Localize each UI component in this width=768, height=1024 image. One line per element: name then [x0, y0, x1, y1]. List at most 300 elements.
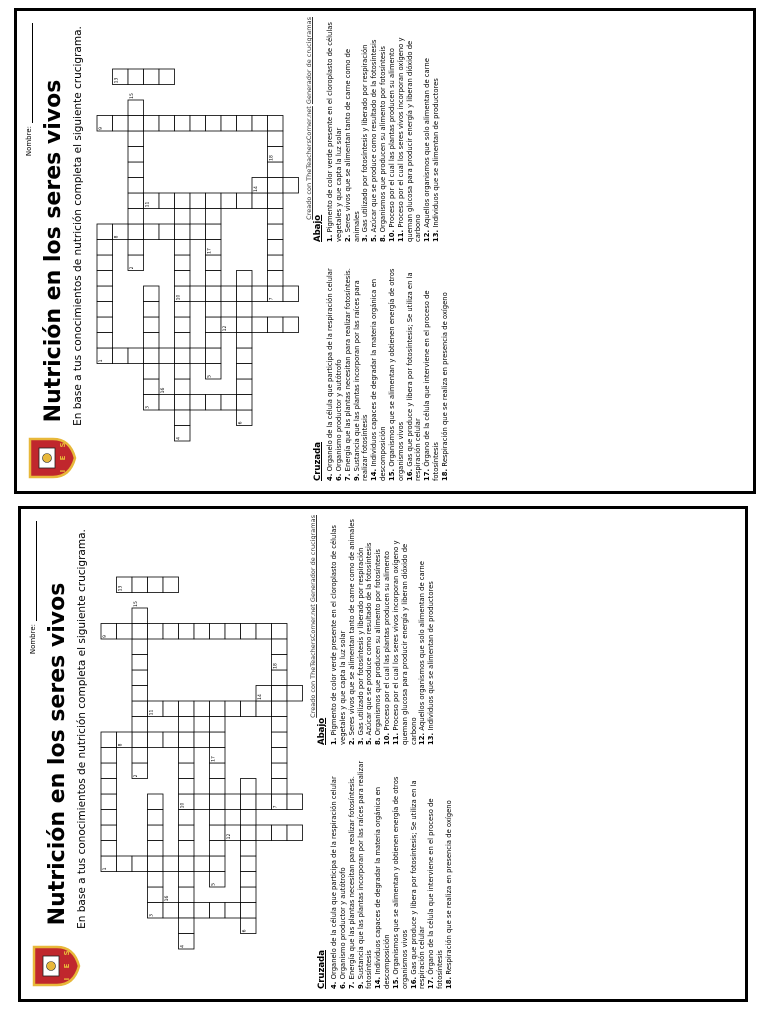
- grid-cell[interactable]: [237, 348, 253, 364]
- grid-cell[interactable]: [252, 116, 268, 132]
- grid-cell[interactable]: [97, 271, 113, 287]
- grid-cell[interactable]: [225, 903, 241, 919]
- grid-cell[interactable]: [175, 240, 191, 256]
- grid-cell[interactable]: [287, 825, 303, 841]
- grid-clue-number: 3: [145, 405, 151, 409]
- grid-clue-number: 18: [269, 155, 275, 161]
- grid-cell[interactable]: [144, 379, 160, 395]
- grid-clue-number: 9: [99, 126, 104, 130]
- grid-cell[interactable]: [283, 317, 299, 333]
- grid-cell[interactable]: [128, 131, 144, 147]
- grid-cell[interactable]: [190, 348, 206, 364]
- grid-cell[interactable]: [179, 841, 195, 857]
- grid-cell[interactable]: [272, 624, 288, 640]
- clue-item: 1. Pigmento de color verde presente en el cloroplasto de células vegetales y que capta la luz solar: [326, 22, 343, 242]
- grid-cell[interactable]: [128, 116, 144, 132]
- across-clues: [317, 759, 454, 989]
- grid-cell[interactable]: [206, 271, 222, 287]
- grid-cell[interactable]: [163, 701, 179, 717]
- crossword-grid: [93, 45, 301, 445]
- grid-cell[interactable]: [241, 701, 257, 717]
- clue-item: 3. Gas utilizado por fotosíntesis y liberado por respiración: [356, 547, 365, 745]
- credit-line: Creado con TheTeachersCorner.net Generador de crucigramas: [305, 17, 313, 220]
- grid-clue-number: 2: [130, 266, 135, 270]
- grid-cell[interactable]: [113, 348, 129, 364]
- grid-cell[interactable]: [148, 794, 164, 810]
- grid-cell[interactable]: [128, 162, 144, 178]
- grid-cell[interactable]: [132, 639, 148, 655]
- grid-cell[interactable]: [175, 379, 191, 395]
- grid-cell[interactable]: [163, 577, 179, 593]
- grid-cell[interactable]: [268, 162, 284, 178]
- grid-cell[interactable]: [144, 224, 160, 240]
- grid-cell[interactable]: [268, 193, 284, 209]
- grid-clue-number: 5: [211, 882, 217, 886]
- clue-item: 9. Sustancia que las plantas incorporan por las raíces para realizar fotosíntesis: [352, 280, 370, 481]
- grid-cell[interactable]: [101, 748, 117, 764]
- grid-cell[interactable]: [237, 333, 253, 349]
- clue-item: 4. Organelo de la célula que participa de la respiración celular: [330, 776, 339, 989]
- grid-cell[interactable]: [101, 825, 117, 841]
- grid-cell[interactable]: [132, 748, 148, 764]
- clue-item: 14. Individuos capaces de degradar la materia orgánica en descomposición: [374, 786, 392, 989]
- grid-cell[interactable]: [206, 224, 222, 240]
- grid-cell[interactable]: [179, 918, 195, 934]
- grid-cell[interactable]: [268, 240, 284, 256]
- grid-cell[interactable]: [241, 810, 257, 826]
- grid-cell[interactable]: [144, 286, 160, 302]
- grid-cell[interactable]: [210, 701, 226, 717]
- down-heading: Abajo: [313, 214, 323, 242]
- grid-cell[interactable]: [194, 794, 210, 810]
- grid-cell[interactable]: [206, 286, 222, 302]
- grid-clue-number: 12: [223, 325, 228, 332]
- svg-text:E: E: [59, 455, 67, 461]
- grid-cell[interactable]: [175, 193, 191, 209]
- clue-item: 10. Proceso por el cual las plantas producen su alimento: [387, 48, 396, 242]
- grid-cell[interactable]: [190, 193, 206, 209]
- grid-cell[interactable]: [256, 794, 272, 810]
- worksheet-page: [21, 509, 461, 999]
- grid-cell[interactable]: [144, 317, 160, 333]
- clue-item: 9. Sustancia que las plantas incorporan por las raíces para realizar fotosíntesis: [356, 760, 374, 989]
- grid-cell[interactable]: [113, 116, 129, 132]
- crossword-generator-link[interactable]: Generador de crucigramas: [305, 17, 313, 105]
- grid-cell[interactable]: [179, 825, 195, 841]
- grid-cell[interactable]: [179, 779, 195, 795]
- grid-clue-number: 6: [242, 929, 248, 933]
- grid-cell[interactable]: [101, 841, 117, 857]
- grid-cell[interactable]: [97, 224, 113, 240]
- grid-cell[interactable]: [148, 825, 164, 841]
- grid-cell[interactable]: [148, 887, 164, 903]
- clue-item: 17. Órgano de la célula que interviene en el proceso de fotosíntesis: [423, 290, 440, 481]
- grid-cell[interactable]: [159, 395, 175, 411]
- grid-cell[interactable]: [272, 732, 288, 748]
- clue-item: 7. Energía que las plantas necesitan para realizar fotosíntesis.: [347, 776, 356, 989]
- grid-cell[interactable]: [144, 116, 160, 132]
- grid-cell[interactable]: [268, 317, 284, 333]
- grid-clue-number: 14: [254, 186, 259, 192]
- grid-cell[interactable]: [237, 302, 253, 318]
- grid-cell[interactable]: [132, 608, 148, 624]
- svg-text:S: S: [59, 442, 67, 448]
- grid-cell[interactable]: [272, 825, 288, 841]
- grid-cell[interactable]: [268, 255, 284, 271]
- grid-cell[interactable]: [132, 732, 148, 748]
- grid-cell[interactable]: [128, 100, 144, 116]
- grid-cell[interactable]: [163, 732, 179, 748]
- grid-clue-number: 13: [118, 585, 124, 592]
- name-field: Nombre:: [25, 23, 33, 156]
- grid-cell[interactable]: [206, 317, 222, 333]
- grid-cell[interactable]: [148, 577, 164, 593]
- grid-clue-number: 5: [207, 374, 213, 378]
- grid-cell[interactable]: [268, 116, 284, 132]
- grid-cell[interactable]: [101, 794, 117, 810]
- grid-cell[interactable]: [190, 116, 206, 132]
- down-clues: [317, 515, 454, 745]
- grid-cell[interactable]: [256, 701, 272, 717]
- grid-cell[interactable]: [163, 903, 179, 919]
- grid-clue-number: 4: [176, 436, 182, 440]
- grid-cell[interactable]: [221, 116, 237, 132]
- grid-cell[interactable]: [241, 794, 257, 810]
- grid-clue-number: 14: [258, 694, 263, 700]
- grid-cell[interactable]: [148, 841, 164, 857]
- grid-cell[interactable]: [206, 209, 222, 225]
- grid-clue-number: 10: [176, 294, 182, 301]
- grid-clue-number: 1: [99, 359, 104, 363]
- grid-cell[interactable]: [272, 639, 288, 655]
- grid-cell[interactable]: [190, 224, 206, 240]
- grid-cell[interactable]: [268, 178, 284, 194]
- grid-cell[interactable]: [206, 255, 222, 271]
- grid-cell[interactable]: [225, 624, 241, 640]
- grid-cell[interactable]: [101, 732, 117, 748]
- grid-cell[interactable]: [175, 116, 191, 132]
- grid-cell[interactable]: [268, 271, 284, 287]
- grid-cell[interactable]: [175, 348, 191, 364]
- grid-cell[interactable]: [128, 147, 144, 163]
- grid-cell[interactable]: [159, 116, 175, 132]
- grid-cell[interactable]: [101, 763, 117, 779]
- clue-item: 5. Azúcar que se produce como resultado de la fotosíntesis: [365, 542, 374, 745]
- grid-cell[interactable]: [272, 686, 288, 702]
- grid-cell[interactable]: [179, 856, 195, 872]
- grid-cell[interactable]: [144, 364, 160, 380]
- grid-cell[interactable]: [210, 794, 226, 810]
- grid-cell[interactable]: [128, 224, 144, 240]
- grid-cell[interactable]: [148, 810, 164, 826]
- grid-clue-number: 7: [273, 805, 279, 809]
- grid-cell[interactable]: [144, 333, 160, 349]
- grid-cell[interactable]: [241, 841, 257, 857]
- crossword-generator-link[interactable]: Generador de crucigramas: [309, 515, 317, 603]
- grid-cell[interactable]: [190, 286, 206, 302]
- grid-cell[interactable]: [128, 69, 144, 85]
- grid-cell[interactable]: [241, 779, 257, 795]
- grid-cell[interactable]: [179, 810, 195, 826]
- grid-cell[interactable]: [210, 856, 226, 872]
- grid-cell[interactable]: [206, 116, 222, 132]
- grid-cell[interactable]: [148, 856, 164, 872]
- grid-cell[interactable]: [210, 903, 226, 919]
- grid-cell[interactable]: [97, 286, 113, 302]
- grid-cell[interactable]: [179, 887, 195, 903]
- grid-cell[interactable]: [237, 116, 253, 132]
- grid-cell[interactable]: [272, 670, 288, 686]
- across-heading: Cruzada: [317, 950, 327, 989]
- grid-cell[interactable]: [97, 333, 113, 349]
- grid-cell[interactable]: [175, 364, 191, 380]
- grid-cell[interactable]: [210, 810, 226, 826]
- clue-item: 17. Órgano de la célula que interviene en el proceso de fotosíntesis: [427, 798, 444, 989]
- grid-cell[interactable]: [179, 903, 195, 919]
- grid-cell[interactable]: [272, 779, 288, 795]
- grid-cell[interactable]: [159, 69, 175, 85]
- grid-cell[interactable]: [241, 825, 257, 841]
- grid-cell[interactable]: [194, 624, 210, 640]
- grid-cell[interactable]: [272, 717, 288, 733]
- grid-cell[interactable]: [132, 655, 148, 671]
- grid-cell[interactable]: [175, 209, 191, 225]
- grid-cell[interactable]: [97, 302, 113, 318]
- grid-cell[interactable]: [179, 872, 195, 888]
- grid-cell[interactable]: [175, 317, 191, 333]
- grid-clue-number: 12: [227, 833, 232, 840]
- grid-cell[interactable]: [148, 732, 164, 748]
- clues-section: [313, 17, 450, 481]
- grid-cell[interactable]: [210, 717, 226, 733]
- crossword-grid: [97, 553, 305, 953]
- grid-cell[interactable]: [287, 686, 303, 702]
- grid-cell[interactable]: [144, 69, 160, 85]
- grid-cell[interactable]: [252, 286, 268, 302]
- clue-item: 8. Organismos que producen su alimento por fotosíntesis: [379, 46, 388, 242]
- grid-cell[interactable]: [175, 255, 191, 271]
- clue-item: 2. Seres vivos que se alimentan tanto de carne como de animales: [343, 48, 361, 242]
- grid-cell[interactable]: [252, 317, 268, 333]
- grid-cell[interactable]: [128, 348, 144, 364]
- clue-item: 18. Respiración que se realiza en presencia de oxígeno: [440, 292, 449, 481]
- grid-cell[interactable]: [225, 794, 241, 810]
- grid-cell[interactable]: [221, 395, 237, 411]
- grid-cell[interactable]: [272, 748, 288, 764]
- grid-cell[interactable]: [283, 286, 299, 302]
- grid-clue-number: 16: [161, 387, 166, 394]
- grid-cell[interactable]: [117, 856, 133, 872]
- grid-cell[interactable]: [237, 395, 253, 411]
- clues-section: [317, 515, 454, 989]
- grid-cell[interactable]: [144, 302, 160, 318]
- grid-cell[interactable]: [175, 302, 191, 318]
- grid-cell[interactable]: [128, 193, 144, 209]
- clue-item: 1. Pigmento de color verde presente en el cloroplasto de células vegetales y que capta la luz solar: [330, 525, 347, 745]
- worksheet-title: Nutrición en los seres vivos: [45, 582, 70, 926]
- grid-cell[interactable]: [117, 624, 133, 640]
- grid-cell[interactable]: [268, 209, 284, 225]
- svg-text:S: S: [63, 950, 71, 956]
- grid-cell[interactable]: [206, 193, 222, 209]
- grid-cell[interactable]: [237, 271, 253, 287]
- svg-text:I: I: [59, 469, 67, 473]
- grid-cell[interactable]: [148, 872, 164, 888]
- grid-cell[interactable]: [132, 701, 148, 717]
- clue-item: 4. Organelo de la célula que participa de la respiración celular: [326, 268, 335, 481]
- grid-cell[interactable]: [175, 224, 191, 240]
- grid-cell[interactable]: [194, 701, 210, 717]
- grid-clue-number: 18: [273, 663, 279, 669]
- grid-cell[interactable]: [101, 810, 117, 826]
- grid-cell[interactable]: [179, 763, 195, 779]
- grid-cell[interactable]: [210, 779, 226, 795]
- grid-clue-number: 6: [238, 421, 244, 425]
- grid-clue-number: 10: [180, 802, 186, 809]
- worksheet-title: Nutrición en los seres vivos: [41, 79, 66, 423]
- name-field: Nombre:: [29, 521, 37, 654]
- grid-cell[interactable]: [206, 333, 222, 349]
- grid-cell[interactable]: [132, 577, 148, 593]
- grid-cell[interactable]: [163, 624, 179, 640]
- grid-cell[interactable]: [148, 624, 164, 640]
- grid-cell[interactable]: [206, 395, 222, 411]
- clue-item: 13. Individuos que se alimentan de productores: [431, 78, 440, 242]
- credit-line: Creado con TheTeachersCorner.net Generador de crucigramas: [309, 515, 317, 718]
- grid-cell[interactable]: [179, 701, 195, 717]
- across-clues: [313, 256, 450, 481]
- grid-clue-number: 15: [134, 601, 139, 607]
- grid-cell[interactable]: [194, 903, 210, 919]
- svg-text:E: E: [63, 963, 71, 969]
- grid-cell[interactable]: [268, 224, 284, 240]
- clue-item: 3. Gas utilizado por fotosíntesis y liberado por respiración: [361, 44, 370, 242]
- grid-cell[interactable]: [132, 670, 148, 686]
- grid-cell[interactable]: [206, 302, 222, 318]
- grid-cell[interactable]: [210, 732, 226, 748]
- grid-cell[interactable]: [252, 193, 268, 209]
- grid-cell[interactable]: [237, 193, 253, 209]
- grid-clue-number: 17: [211, 756, 217, 762]
- clue-item: 15. Organismos que se alimentan y obtienen energía de otros organismos vivos: [391, 776, 409, 989]
- grid-cell[interactable]: [221, 286, 237, 302]
- down-heading: Abajo: [317, 717, 327, 745]
- grid-cell[interactable]: [175, 395, 191, 411]
- grid-cell[interactable]: [237, 364, 253, 380]
- grid-clue-number: 11: [145, 201, 151, 208]
- grid-cell[interactable]: [210, 825, 226, 841]
- worksheet-subtitle: En base a tus conocimientos de nutrición completa el siguiente crucigrama.: [76, 529, 88, 929]
- grid-cell[interactable]: [210, 763, 226, 779]
- grid-cell[interactable]: [144, 348, 160, 364]
- grid-cell[interactable]: [159, 224, 175, 240]
- grid-cell[interactable]: [159, 193, 175, 209]
- grid-cell[interactable]: [179, 717, 195, 733]
- grid-cell[interactable]: [159, 348, 175, 364]
- grid-cell[interactable]: [241, 887, 257, 903]
- grid-cell[interactable]: [287, 794, 303, 810]
- grid-cell[interactable]: [241, 872, 257, 888]
- grid-cell[interactable]: [237, 317, 253, 333]
- clue-item: 6. Organismo productor y autótrofo: [338, 867, 347, 989]
- clue-item: 10. Proceso por el cual las plantas producen su alimento: [383, 551, 392, 745]
- grid-clue-number: 4: [180, 944, 186, 948]
- clue-item: 14. Individuos capaces de degradar la materia orgánica en descomposición: [370, 278, 388, 481]
- grid-cell[interactable]: [175, 333, 191, 349]
- grid-cell[interactable]: [179, 732, 195, 748]
- grid-cell[interactable]: [268, 131, 284, 147]
- grid-clue-number: 15: [130, 93, 135, 99]
- clue-item: 12. Aquellos organismos que solo alimentan de carne: [418, 561, 427, 745]
- grid-cell[interactable]: [190, 395, 206, 411]
- grid-cell[interactable]: [210, 841, 226, 857]
- grid-cell[interactable]: [210, 624, 226, 640]
- clue-item: 6. Organismo productor y autótrofo: [334, 359, 343, 481]
- grid-cell[interactable]: [132, 717, 148, 733]
- grid-cell[interactable]: [101, 779, 117, 795]
- grid-clue-number: 13: [114, 77, 120, 84]
- grid-cell[interactable]: [206, 348, 222, 364]
- clue-item: 8. Organismos que producen su alimento por fotosíntesis: [374, 549, 383, 745]
- grid-cell[interactable]: [272, 701, 288, 717]
- grid-clue-number: 16: [165, 895, 170, 902]
- clue-item: 12. Aquellos organismos que solo alimentan de carne: [423, 58, 432, 242]
- grid-cell[interactable]: [175, 410, 191, 426]
- clue-item: 13. Individuos que se alimentan de productores: [427, 581, 436, 745]
- grid-cell[interactable]: [128, 240, 144, 256]
- grid-cell[interactable]: [241, 624, 257, 640]
- grid-cell[interactable]: [97, 255, 113, 271]
- down-clues: [313, 17, 450, 242]
- grid-cell[interactable]: [237, 286, 253, 302]
- grid-cell[interactable]: [128, 209, 144, 225]
- grid-cell[interactable]: [194, 732, 210, 748]
- grid-clue-number: 2: [134, 774, 139, 778]
- across-heading: Cruzada: [313, 442, 323, 481]
- grid-cell[interactable]: [179, 624, 195, 640]
- grid-cell[interactable]: [256, 624, 272, 640]
- svg-text:I: I: [63, 977, 71, 981]
- grid-cell[interactable]: [237, 379, 253, 395]
- grid-cell[interactable]: [97, 240, 113, 256]
- grid-cell[interactable]: [256, 825, 272, 841]
- grid-cell[interactable]: [128, 178, 144, 194]
- grid-clue-number: 3: [149, 913, 155, 917]
- worksheet-photo-top: [14, 8, 756, 494]
- grid-cell[interactable]: [97, 317, 113, 333]
- grid-clue-number: 9: [103, 634, 108, 638]
- clue-item: 11. Proceso por el cual los seres vivos incorporan oxígeno y queman glucosa para producir energía y liberan dióxido de carbono: [396, 37, 423, 242]
- grid-clue-number: 8: [114, 235, 120, 239]
- grid-cell[interactable]: [163, 856, 179, 872]
- grid-clue-number: 17: [207, 248, 213, 254]
- grid-cell[interactable]: [175, 271, 191, 287]
- grid-cell[interactable]: [132, 624, 148, 640]
- grid-cell[interactable]: [194, 856, 210, 872]
- grid-cell[interactable]: [241, 856, 257, 872]
- clue-item: 11. Proceso por el cual los seres vivos incorporan oxígeno y queman glucosa para producir energía y liberan dióxido de carbono: [391, 540, 418, 745]
- clue-item: 7. Energía que las plantas necesitan para realizar fotosíntesis.: [343, 268, 352, 481]
- grid-cell[interactable]: [241, 903, 257, 919]
- grid-cell[interactable]: [272, 763, 288, 779]
- grid-cell[interactable]: [132, 686, 148, 702]
- grid-cell[interactable]: [132, 856, 148, 872]
- grid-cell[interactable]: [221, 193, 237, 209]
- grid-cell[interactable]: [225, 701, 241, 717]
- grid-clue-number: 7: [269, 297, 275, 301]
- grid-cell[interactable]: [179, 748, 195, 764]
- grid-cell[interactable]: [283, 178, 299, 194]
